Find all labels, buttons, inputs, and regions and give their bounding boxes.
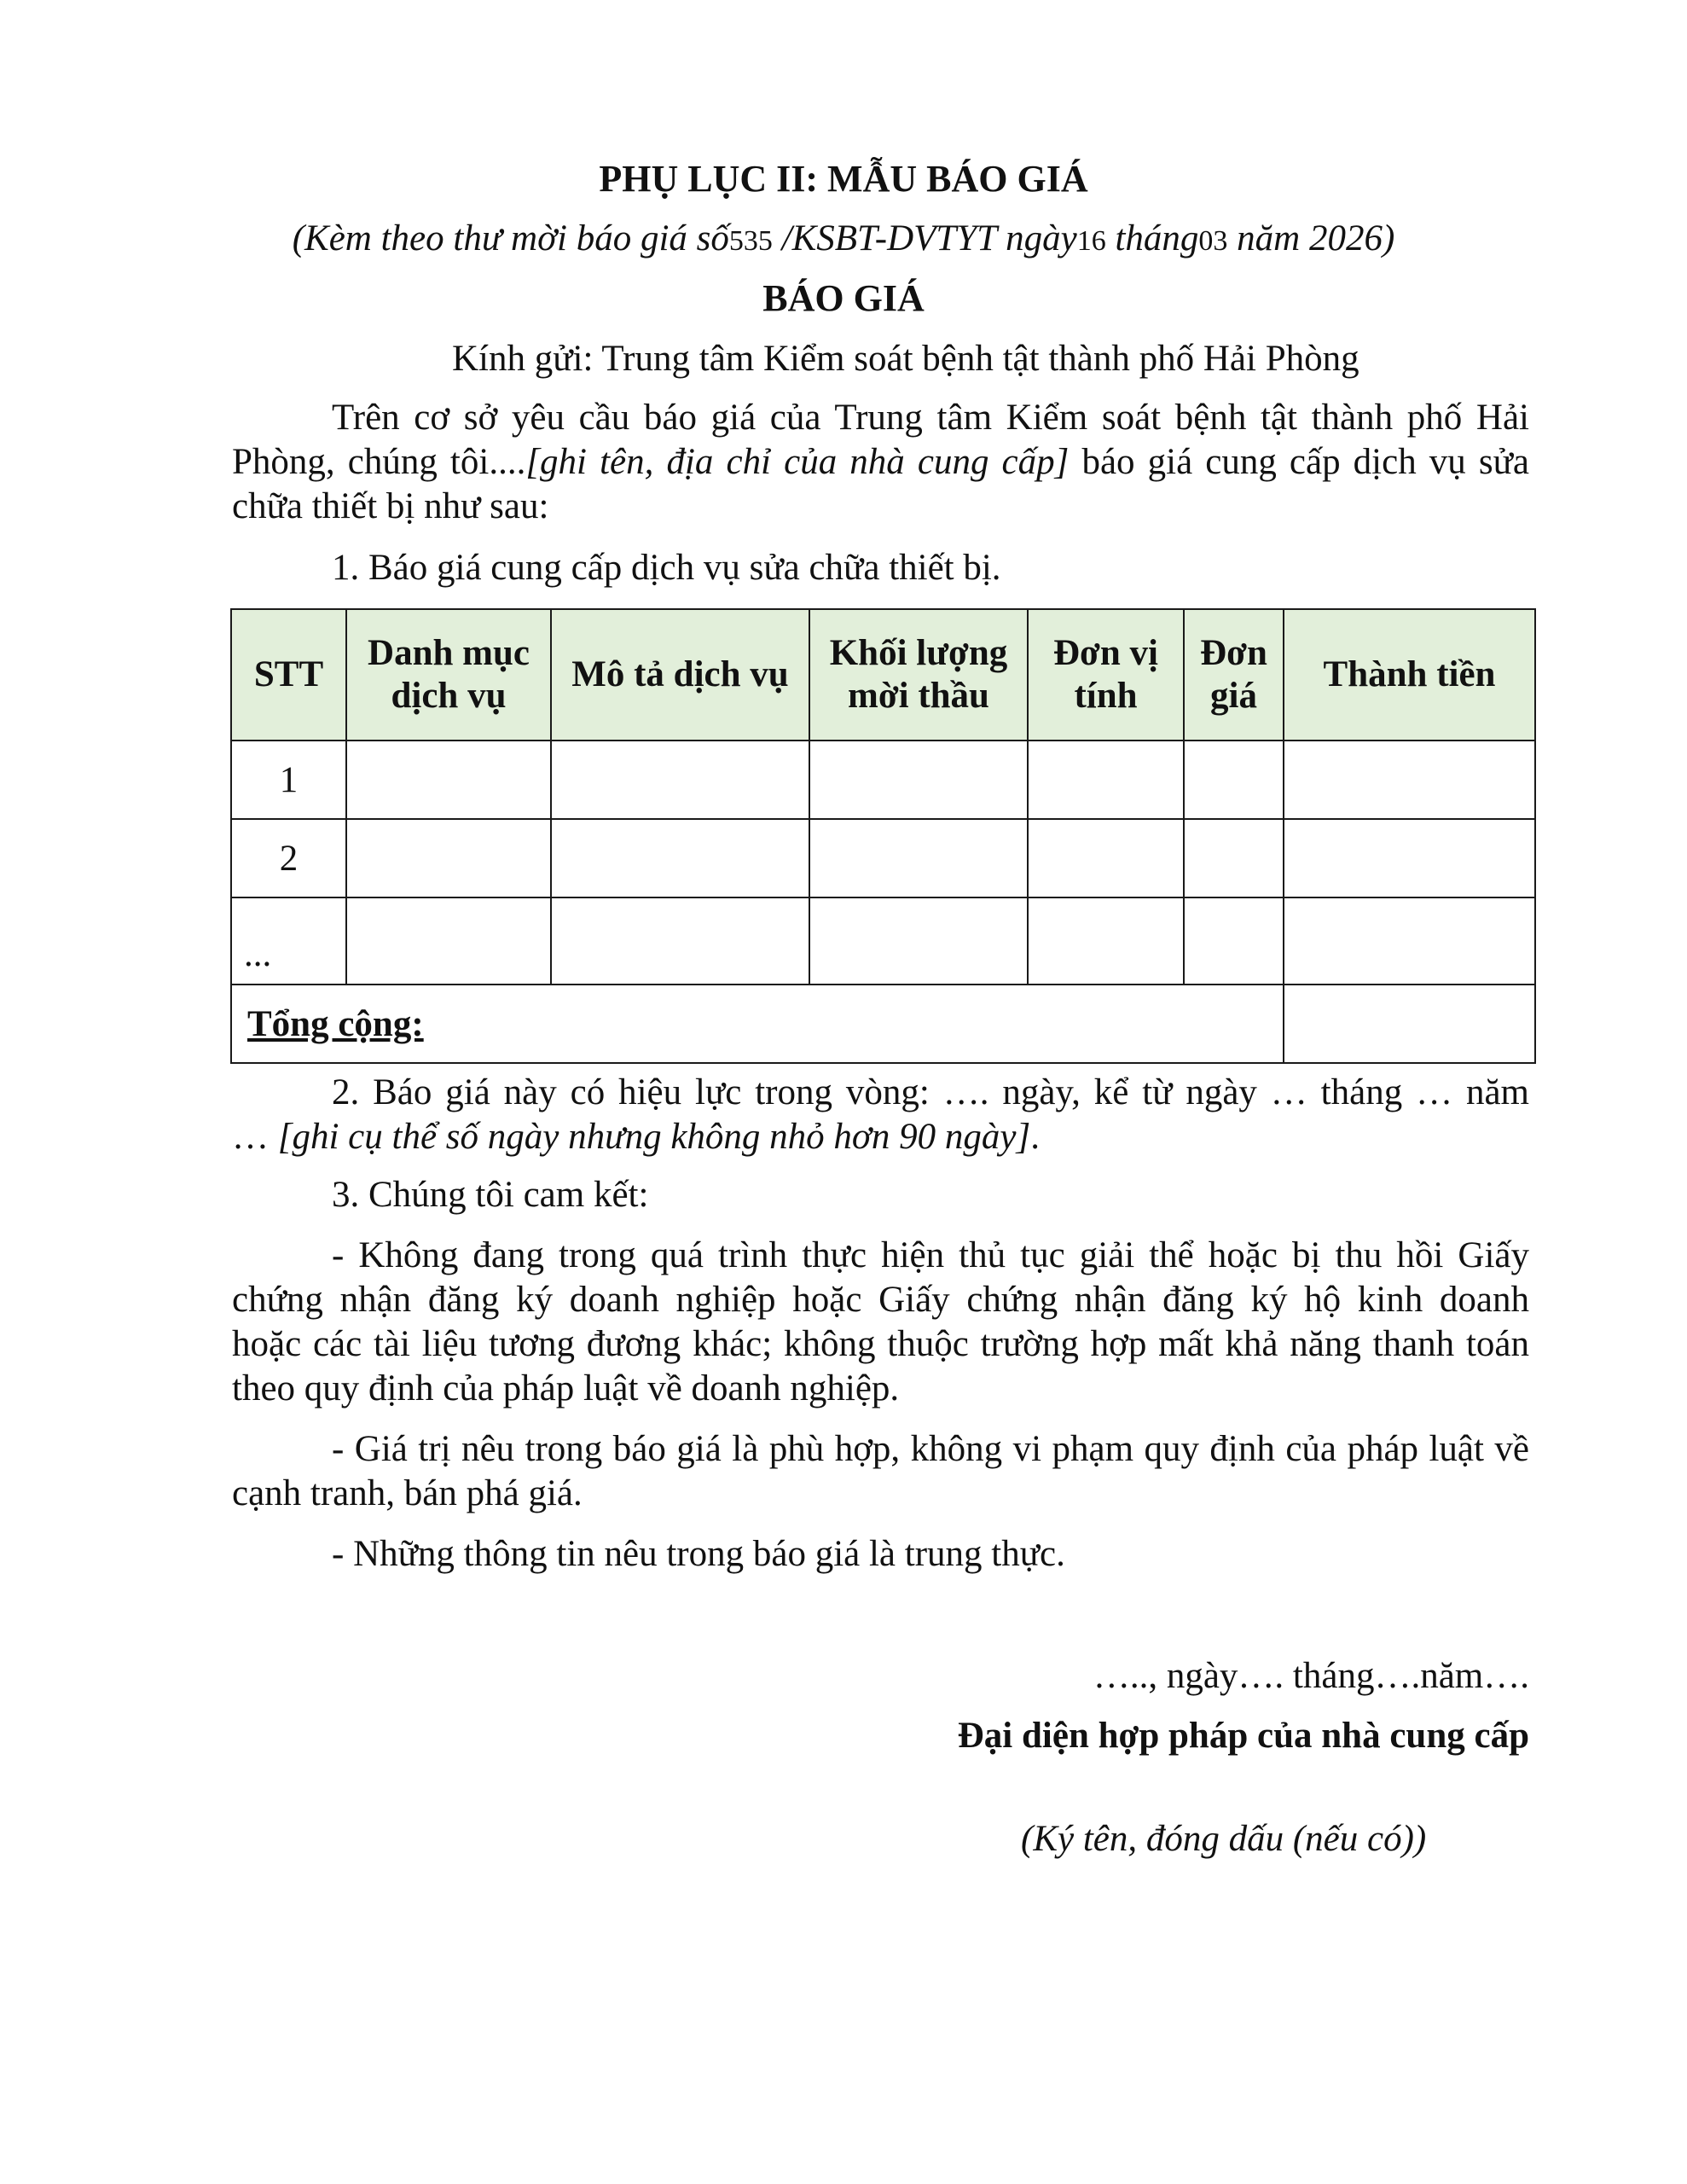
table-row — [231, 897, 1535, 985]
quote-table — [230, 608, 1536, 1064]
commitment-1-line-1: - Không đang trong quá trình thực hiện thủ tục giải thể hoặc bị thu hồi Giấy — [332, 1235, 1529, 1275]
subtitle-prefix: (Kèm theo thư mời báo giá số — [292, 218, 729, 258]
header-unit-price: Đơn giá — [1184, 609, 1284, 741]
cell-unit-price[interactable] — [1184, 819, 1284, 897]
cell-total-amount[interactable] — [1284, 741, 1535, 819]
section-2-line-2 — [232, 1115, 1040, 1159]
commitment-3: - Những thông tin nêu trong báo giá là trung thực. — [332, 1534, 1065, 1574]
row-stt: 1 — [231, 741, 346, 819]
commitment-1-line-3: hoặc các tài liệu tương đương khác; không thuộc trường hợp mất khả năng thanh toán — [232, 1324, 1529, 1364]
commitment-2-line-2: cạnh tranh, bán phá giá. — [232, 1473, 583, 1513]
subtitle-suffix: năm 2026) — [1227, 218, 1395, 258]
section-3-title: 3. Chúng tôi cam kết: — [332, 1175, 649, 1215]
cell-service-category[interactable] — [346, 741, 551, 819]
header-service-category: Danh mục dịch vụ — [346, 609, 551, 741]
subtitle-mid2: tháng — [1105, 218, 1199, 258]
section-2-period: . — [1030, 1117, 1040, 1157]
cell-unit[interactable] — [1028, 897, 1184, 985]
cell-unit[interactable] — [1028, 819, 1184, 897]
commitment-1-line-4: theo quy định của pháp luật về doanh nghiệp. — [232, 1368, 900, 1409]
subtitle-number: 535 — [728, 225, 773, 257]
signature-date-line: ….., ngày…. tháng….năm…. — [1093, 1656, 1529, 1696]
header-service-description: Mô tả dịch vụ — [551, 609, 809, 741]
subtitle-month: 03 — [1198, 225, 1228, 257]
total-label: Tổng cộng: — [231, 985, 1284, 1063]
section-2-line-1: 2. Báo giá này có hiệu lực trong vòng: …. ngày, kể từ ngày … tháng … năm — [332, 1072, 1529, 1112]
cell-quantity[interactable] — [809, 741, 1028, 819]
supplier-placeholder: [ghi tên, địa chỉ của nhà cung cấp] — [525, 442, 1070, 482]
cell-service-category[interactable] — [346, 897, 551, 985]
intro-line-2-start: Phòng, chúng tôi.... — [232, 442, 526, 482]
cell-total-amount[interactable] — [1284, 897, 1535, 985]
table-row — [231, 741, 1535, 819]
table-header-row — [231, 609, 1535, 741]
cell-service-description[interactable] — [551, 741, 809, 819]
section-2-dots: … — [232, 1117, 278, 1157]
document-title: PHỤ LỤC II: MẪU BÁO GIÁ — [599, 158, 1088, 200]
cell-unit[interactable] — [1028, 741, 1184, 819]
cell-quantity[interactable] — [809, 819, 1028, 897]
header-stt: STT — [231, 609, 346, 741]
signature-note: (Ký tên, đóng dấu (nếu có)) — [1021, 1819, 1427, 1859]
subtitle-day: 16 — [1076, 225, 1106, 257]
section-1-title: 1. Báo giá cung cấp dịch vụ sửa chữa thiết bị. — [332, 548, 1001, 588]
quote-heading: BÁO GIÁ — [762, 277, 925, 319]
header-unit: Đơn vị tính — [1028, 609, 1184, 741]
header-quantity: Khối lượng mời thầu — [809, 609, 1028, 741]
cell-unit-price[interactable] — [1184, 741, 1284, 819]
commitment-1-line-2: chứng nhận đăng ký doanh nghiệp hoặc Giấy chứng nhận đăng ký hộ kinh doanh — [232, 1280, 1529, 1320]
total-value[interactable] — [1284, 985, 1535, 1063]
cell-service-category[interactable] — [346, 819, 551, 897]
commitment-2-line-1: - Giá trị nêu trong báo giá là phù hợp, không vi phạm quy định của pháp luật về — [332, 1429, 1529, 1469]
document-subtitle — [0, 217, 1687, 264]
cell-unit-price[interactable] — [1184, 897, 1284, 985]
row-stt: 2 — [231, 819, 346, 897]
cell-quantity[interactable] — [809, 897, 1028, 985]
table-total-row — [231, 985, 1535, 1063]
validity-placeholder: [ghi cụ thể số ngày nhưng không nhỏ hơn 90 ngày] — [277, 1117, 1031, 1157]
subtitle-mid1: /KSBT-DVTYT ngày — [772, 218, 1077, 258]
intro-line-3: chữa thiết bị như sau: — [232, 486, 549, 526]
cell-total-amount[interactable] — [1284, 819, 1535, 897]
table-row — [231, 819, 1535, 897]
intro-line-2 — [232, 440, 1529, 485]
intro-line-1: Trên cơ sở yêu cầu báo giá của Trung tâm Kiểm soát bệnh tật thành phố Hải — [332, 398, 1529, 438]
header-total-amount: Thành tiền — [1284, 609, 1535, 741]
row-stt: ... — [231, 897, 346, 985]
intro-line-2-end: báo giá cung cấp dịch vụ sửa — [1069, 442, 1530, 482]
recipient-line: Kính gửi: Trung tâm Kiểm soát bệnh tật thành phố Hải Phòng — [452, 339, 1359, 379]
cell-service-description[interactable] — [551, 819, 809, 897]
signature-representative: Đại diện hợp pháp của nhà cung cấp — [957, 1716, 1529, 1756]
cell-service-description[interactable] — [551, 897, 809, 985]
